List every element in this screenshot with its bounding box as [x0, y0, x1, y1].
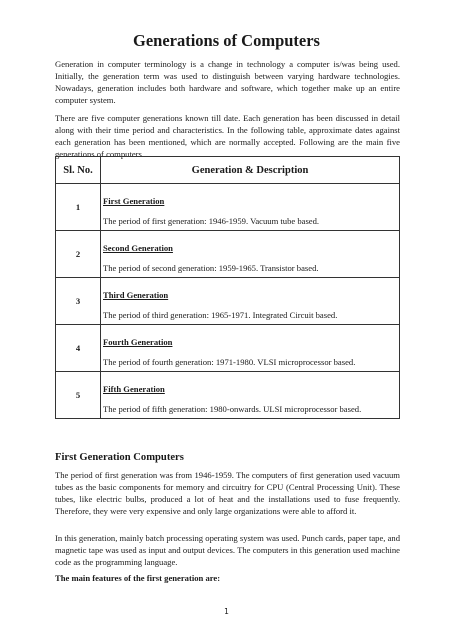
table-row	[56, 184, 400, 231]
row-number: 3	[56, 278, 101, 325]
section-heading: First Generation Computers	[55, 452, 184, 463]
table-row	[56, 325, 400, 372]
row-number: 2	[56, 231, 101, 278]
row-content	[101, 278, 400, 325]
page-title: Generations of Computers	[133, 31, 320, 50]
generation-description: The period of fifth generation: 1980-onwards. ULSI microprocessor based.	[103, 404, 362, 414]
header-generation-description: Generation & Description	[101, 157, 400, 184]
features-heading: The main features of the first generation are:	[55, 573, 221, 583]
table-row	[56, 278, 400, 325]
generation-name: Fifth Generation	[103, 384, 165, 394]
table-row	[56, 231, 400, 278]
intro-paragraph-2: There are five computer generations known till date. Each generation has been discussed in detail along with their time period and characteristics. In the following table, approximate dates against each generation has been mentioned, which are normally accepted. Following are the main five generations of computers.	[55, 113, 400, 159]
intro-paragraph-1: Generation in computer terminology is a change in technology a computer is/was being used. Initially, the generation term was used to distinguish between varying hardware technologies. Nowadays, generation includes both hardware and software, which together make up an entire computer system.	[55, 59, 400, 105]
row-number: 4	[56, 325, 101, 372]
page-number: 1	[224, 607, 229, 616]
generation-name: Fourth Generation	[103, 337, 173, 347]
header-sl-no: Sl. No.	[56, 157, 101, 184]
generation-name: Third Generation	[103, 290, 169, 300]
table-row	[56, 372, 400, 419]
section-paragraph-2: In this generation, mainly batch processing operating system was used. Punch cards, paper tape, and magnetic tape was used as input and output devices. The computers in this generation used machine code as the programming language.	[55, 533, 400, 567]
section-paragraph-1: The period of first generation was from 1946-1959. The computers of first generation used vacuum tubes as the basic components for memory and circuitry for CPU (Central Processing Unit). These tubes, like electric bulbs, produced a lot of heat and the installations used to fuse frequently. Therefore, they were very expensive and only large organizations were able to afford it.	[55, 470, 400, 516]
row-content	[101, 325, 400, 372]
row-content	[101, 231, 400, 278]
row-content	[101, 184, 400, 231]
generation-description: The period of third generation: 1965-1971. Integrated Circuit based.	[103, 310, 338, 320]
row-number: 5	[56, 372, 101, 419]
generation-description: The period of second generation: 1959-1965. Transistor based.	[103, 263, 319, 273]
row-number: 1	[56, 184, 101, 231]
row-content	[101, 372, 400, 419]
generation-description: The period of fourth generation: 1971-1980. VLSI microprocessor based.	[103, 357, 356, 367]
generations-table	[55, 156, 400, 419]
table-header-row	[56, 157, 400, 184]
generation-name: First Generation	[103, 196, 165, 206]
generation-name: Second Generation	[103, 243, 173, 253]
generation-description: The period of first generation: 1946-1959. Vacuum tube based.	[103, 216, 320, 226]
